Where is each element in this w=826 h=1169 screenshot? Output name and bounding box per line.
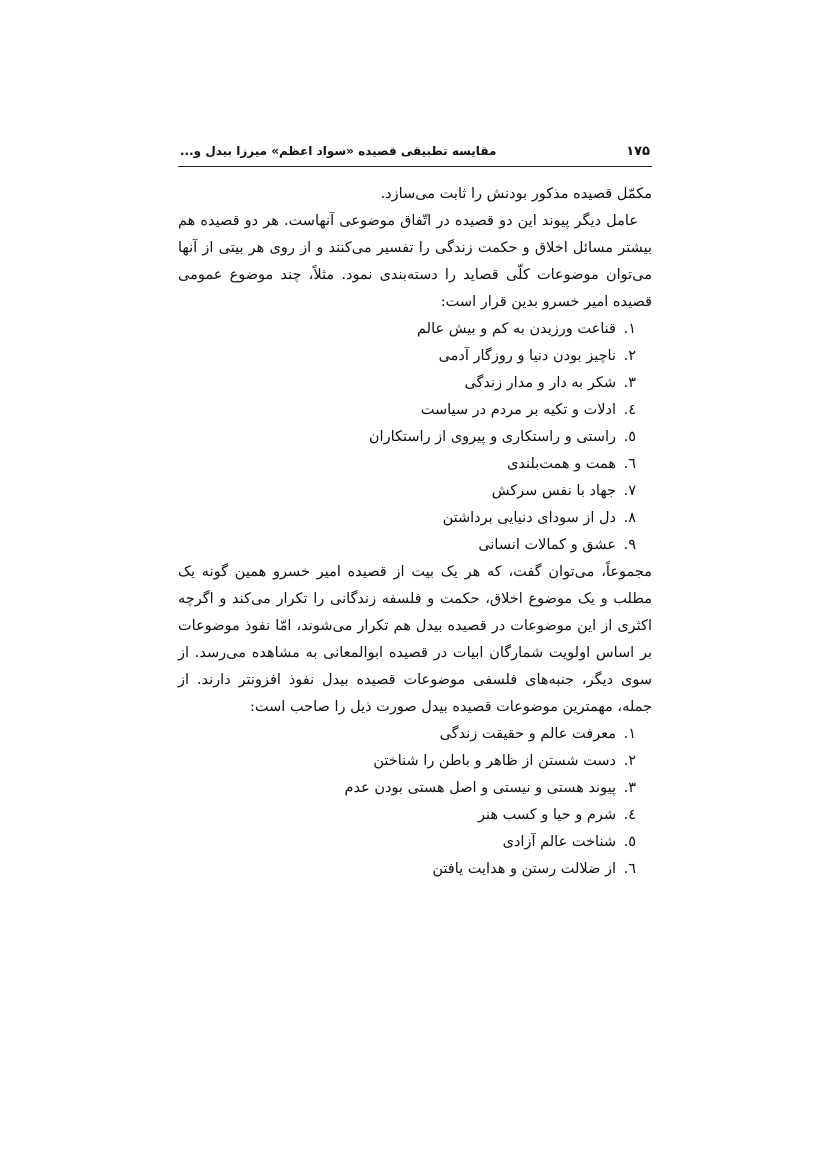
list-item-number: ۱. [623,321,636,337]
list-item-text: ناچیز بودن دنیا و روزگار آدمی [438,348,616,364]
list-item [178,343,636,370]
list-item-number: ۸. [623,510,636,526]
list-item [178,856,636,883]
list-item [178,829,636,856]
list-item-number: ٤. [623,402,636,418]
list-item-number: ٥. [623,834,636,850]
list-item [178,748,636,775]
list-item [178,802,636,829]
list-item [178,721,636,748]
list-item [178,424,636,451]
paragraph-3: مجموعاً، می‌توان گفت، که هر یک بیت از قصیده امیر خسرو همین گونه یک مطلب و یک موضوع اخلاق، حکمت و فلسفه زندگانی را تکرار می‌کند و اگرچه اکثری از این موضوعات در قصیده بیدل هم تکرار می‌شوند، امّا نفوذ موضوعات بر اساس اولویت شمارگان ابیات در قصیده ابوالمعانی به مشاهده می‌رسد. از سوی دیگر، جنبه‌های فلسفی موضوعات قصیده بیدل نفوذ افزونتر دارند. از جمله، مهمترین موضوعات قصیده بیدل صورت ذیل را صاحب است: [178,564,652,715]
list-item-number: ٤. [623,807,636,823]
list-item-number: ٦. [623,861,636,877]
list-item-text: پیوند هستی و نیستی و اصل هستی بودن عدم [344,780,616,796]
amir-khosrow-topics-list [178,316,652,559]
list-item-number: ۲. [623,753,636,769]
list-item-text: از ضلالت رستن و هدایت یافتن [432,861,616,877]
list-item [178,451,636,478]
book-page [178,138,652,883]
page-body [178,181,652,883]
list-item [178,397,636,424]
list-item-text: دست شستن از ظاهر و باطن را شناختن [373,753,616,769]
list-item-text: شرم و حیا و کسب هنر [477,807,616,823]
list-item-text: عشق و کمالات انسانی [478,537,616,553]
list-item-number: ۷. [623,483,636,499]
list-item-number: ۳. [623,375,636,391]
paragraph-2: عامل دیگر پیوند این دو قصیده در اتّفاق موضوعی آنهاست. هر دو قصیده هم بیشتر مسائل اخلاق و حکمت زندگی را تفسیر می‌کنند و از روی هر بیتی از آنها می‌توان موضوعات کلّی قصاید را دسته‌بندی نمود. مثلاً، چند موضوع عمومی قصیده امیر خسرو بدین قرار است: [178,213,652,310]
list-item-text: شناخت عالم آزادی [502,834,616,850]
list-item-text: راستی و راستکاری و پیروی از راستکاران [368,429,616,445]
running-header [178,138,652,167]
list-item [178,478,636,505]
list-item [178,370,636,397]
list-item-text: همت و همت‌بلندی [507,456,616,472]
list-item [178,505,636,532]
list-item-number: ۳. [623,780,636,796]
list-item [178,316,636,343]
paragraph-1: مکمّل قصیده مذکور بودنش را ثابت می‌سازد. [380,186,652,202]
list-item [178,532,636,559]
list-item-number: ٦. [623,456,636,472]
running-title: مقایسه تطبیقی قصیده «سواد اعظم» میرزا بیدل و... [180,144,497,158]
list-item-text: ادلات و تکیه بر مردم در سیاست [420,402,616,418]
bidel-topics-list [178,721,652,883]
page-number: ۱۷۵ [626,144,650,159]
list-item-text: معرفت عالم و حقیقت زندگی [439,726,616,742]
list-item-number: ۹. [623,537,636,553]
list-item-number: ۲. [623,348,636,364]
list-item-text: دل از سودای دنیایی برداشتن [442,510,616,526]
list-item [178,775,636,802]
list-item-text: قناعت ورزیدن به کم و بیش عالم [417,321,616,337]
list-item-text: جهاد با نفس سرکش [491,483,616,499]
list-item-number: ٥. [623,429,636,445]
list-item-number: ۱. [623,726,636,742]
list-item-text: شکر به دار و مدار زندگی [464,375,616,391]
